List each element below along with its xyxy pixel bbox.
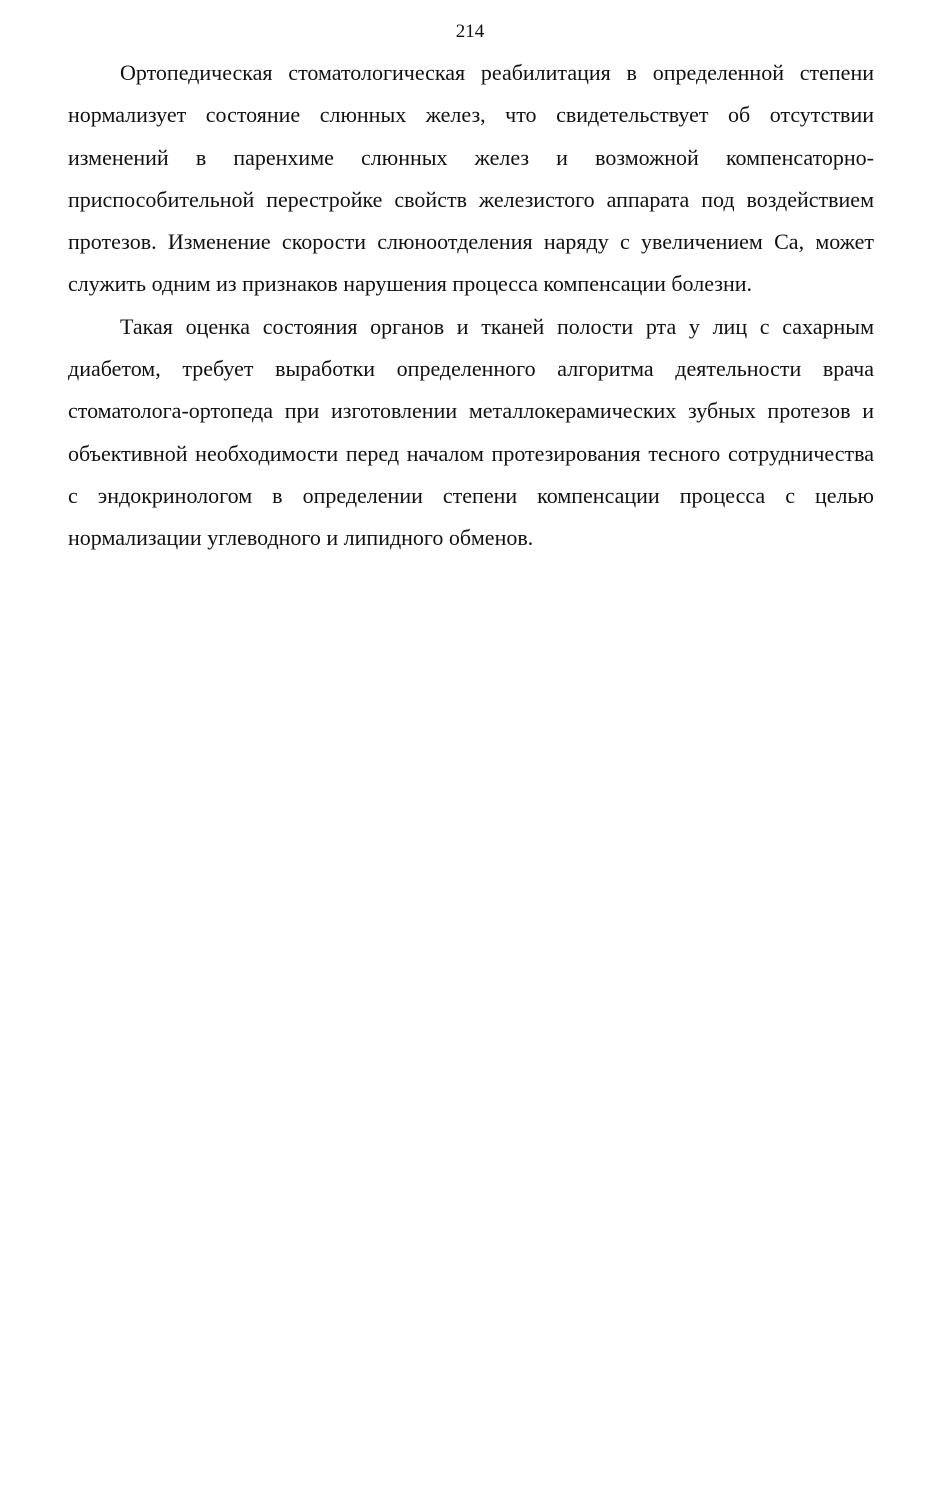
paragraph-1: Ортопедическая стоматологическая реабилитация в определенной степени нормализует состояние слюнных желез, что свидетельствует об отсутствии изменений в паренхиме слюнных желез и возможной компенсаторно-приспособительной перестройке свойств железистого аппарата под воздействием протезов. Изменение скорости слюноотделения наряду с увеличением Са, может служить одним из признаков нарушения процесса компенсации болезни. bbox=[68, 60, 874, 297]
page-number: 214 bbox=[455, 21, 485, 42]
paragraph-2: Такая оценка состояния органов и тканей полости рта у лиц с сахарным диабетом, требует выработки определенного алгоритма деятельности врача стоматолога-ортопеда при изготовлении металлокерамических зубных протезов и объективной необходимости перед началом протезирования тесного сотрудничества с эндокринологом в определении степени компенсации процесса с целью нормализации углеводного и липидного обменов. bbox=[68, 313, 874, 551]
body-text bbox=[68, 52, 874, 560]
